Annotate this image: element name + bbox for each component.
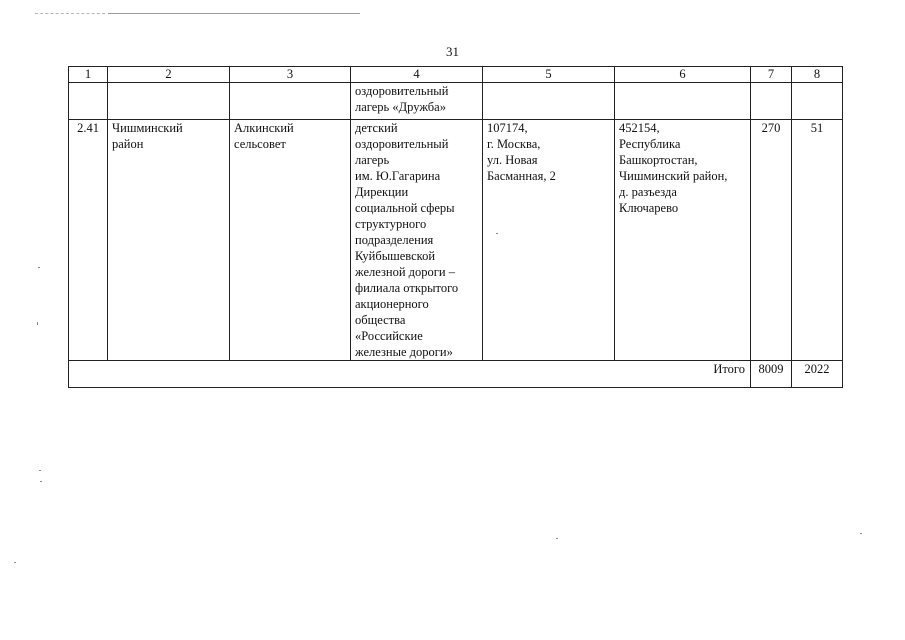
table-cell-settlement: Алкинский сельсовет (230, 120, 351, 361)
total-col8: 2022 (792, 361, 843, 388)
column-header: 7 (751, 67, 792, 83)
table-cell (751, 83, 792, 120)
total-col7: 8009 (751, 361, 792, 388)
column-header: 5 (483, 67, 615, 83)
scan-speck (38, 267, 40, 268)
table-cell-number: 2.41 (69, 120, 108, 361)
scan-speck (860, 533, 862, 534)
table-cell-col8: 51 (792, 120, 843, 361)
scan-speck (40, 481, 42, 482)
table-cell (230, 83, 351, 120)
table-cell-institution: оздоровительный лагерь «Дружба» (351, 83, 483, 120)
table-total-row (69, 361, 843, 388)
scan-speck (37, 322, 38, 325)
table-cell-actual-address: 452154, Республика Башкортостан, Чишминский район, д. разъезда Ключарево (615, 120, 751, 361)
scan-speck (556, 538, 558, 539)
table-cell (615, 83, 751, 120)
table-row (69, 120, 843, 361)
table-cell-district: Чишминский район (108, 120, 230, 361)
scan-speck (14, 562, 16, 563)
table-header-row (69, 67, 843, 83)
table-cell (69, 83, 108, 120)
column-header: 2 (108, 67, 230, 83)
document-table (68, 66, 843, 388)
table-cell (483, 83, 615, 120)
table-cell (108, 83, 230, 120)
column-header: 3 (230, 67, 351, 83)
scan-speck (496, 233, 498, 234)
table-row-continuation (69, 83, 843, 120)
column-header: 6 (615, 67, 751, 83)
table-cell-institution: детский оздоровительный лагерь им. Ю.Гагарина Дирекции социальной сферы структурного подразделения Куйбышевской железной дороги – филиала открытого акционерного общества «Российские железные дороги» (351, 120, 483, 361)
table-cell-legal-address: 107174, г. Москва, ул. Новая Басманная, 2 (483, 120, 615, 361)
column-header: 8 (792, 67, 843, 83)
scan-artifact-line (108, 13, 360, 14)
table-cell-col7: 270 (751, 120, 792, 361)
page-number: 31 (446, 44, 459, 59)
column-header: 1 (69, 67, 108, 83)
column-header: 4 (351, 67, 483, 83)
total-label: Итого (69, 361, 751, 388)
table-cell (792, 83, 843, 120)
scan-artifact-line (35, 13, 105, 14)
scan-speck (39, 470, 41, 471)
